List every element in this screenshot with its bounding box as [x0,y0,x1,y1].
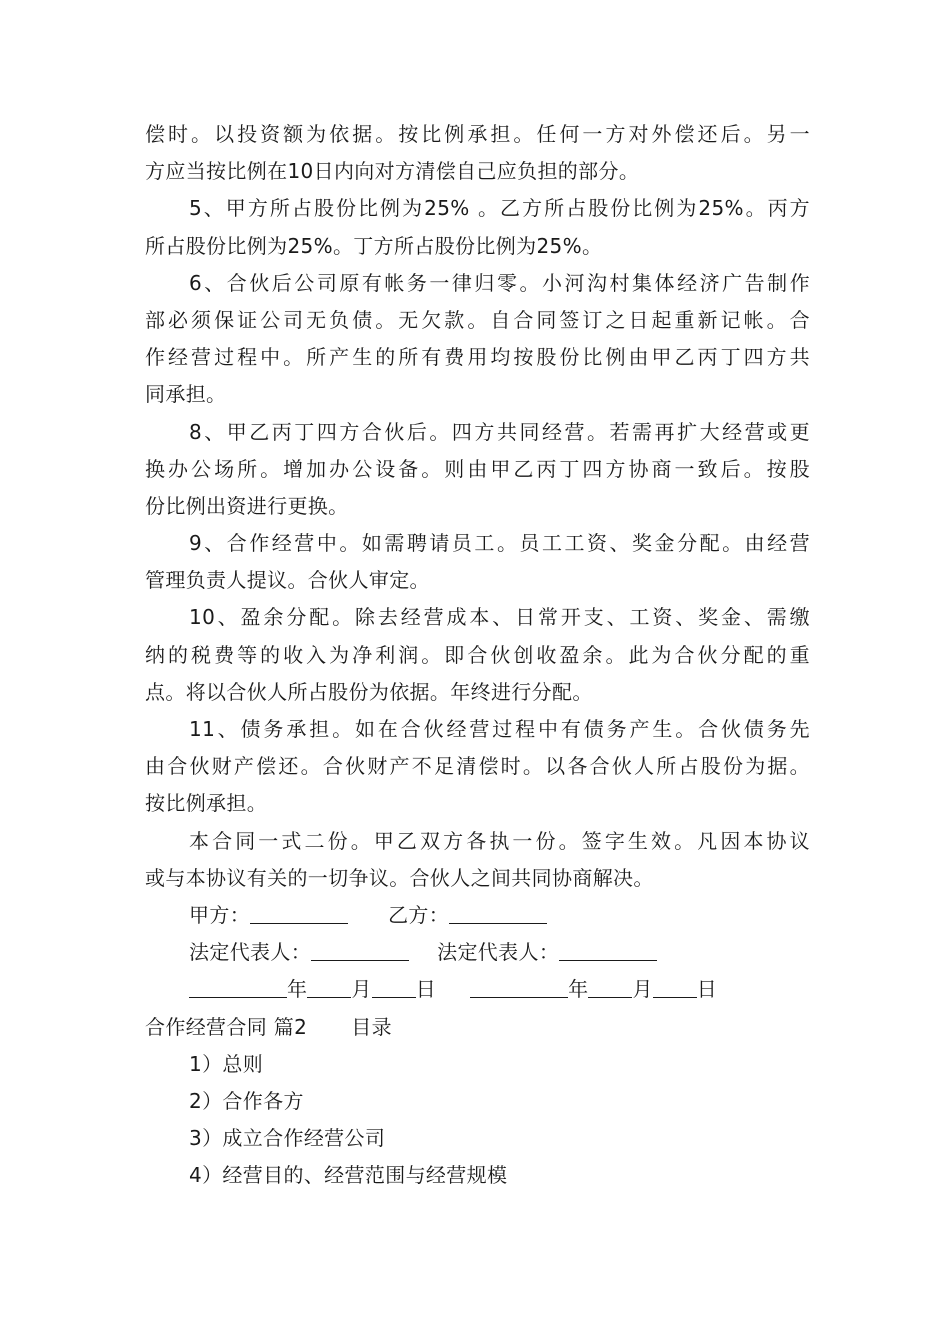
text-line: 换办公场所。增加办公设备。则由甲乙丙丁四方协商一致后。按股 [145,456,810,481]
month-label: 月 [632,977,653,1002]
text-line: 同承担。 [145,382,227,407]
year-label: 年 [287,977,308,1002]
text-line: 8、甲乙丙丁四方合伙后。四方共同经营。若需再扩大经营或更 [189,419,810,444]
paragraph-clause-8 [145,414,810,526]
party-a-label: 甲方： [189,902,251,927]
day-label: 日 [415,977,437,1002]
text-line: 由合伙财产偿还。合伙财产不足清偿时。以各合伙人所占股份为据。 [145,754,810,779]
date-b-month-blank [588,975,632,998]
text-line: 管理负责人提议。合伙人审定。 [145,568,430,593]
date-b-day-blank [653,975,697,998]
paragraph-intro [145,116,810,190]
signature-parties-line [145,897,810,934]
toc-item: 1）总则 [189,1051,264,1076]
date-a-year-blank [189,975,287,998]
signature-reps-line [145,934,810,971]
text-line: 6、合伙后公司原有帐务一律归零。小河沟村集体经济广告制作 [189,270,810,295]
text-line: 所占股份比例为25%。丁方所占股份比例为25%。 [145,233,603,258]
date-b-year-blank [470,975,568,998]
text-line: 按比例承担。 [145,791,268,816]
section-2 [145,1009,810,1195]
signature-block [145,897,810,1009]
date-a-day-blank [372,975,416,998]
toc-item: 4）经营目的、经营范围与经营规模 [189,1163,508,1188]
paragraph-clause-11 [145,711,810,823]
text-line: 或与本协议有关的一切争议。合伙人之间共同协商解决。 [145,865,654,890]
text-line: 11、债务承担。如在合伙经营过程中有债务产生。合伙债务先 [189,717,810,741]
text-line: 纳的税费等的收入为净利润。即合伙创收盈余。此为合伙分配的重 [145,642,810,667]
text-line: 10、盈余分配。除去经营成本、日常开支、工资、奖金、需缴 [189,605,810,630]
paragraph-clause-10 [145,599,810,711]
toc-item: 3）成立合作经营公司 [189,1126,386,1151]
text-line: 点。将以合伙人所占股份为依据。年终进行分配。 [145,679,593,704]
day-label: 日 [696,977,718,1002]
party-a-signature-blank [250,901,348,924]
rep-b-label: 法定代表人： [437,940,560,965]
paragraph-clause-6 [145,265,810,414]
text-line: 5、甲方所占股份比例为25% 。乙方所占股份比例为25%。丙方 [189,196,810,221]
paragraph-clause-9 [145,525,810,599]
rep-b-signature-blank [559,938,657,961]
text-line: 份比例出资进行更换。 [145,493,349,518]
date-a-month-blank [307,975,351,998]
text-line: 9、合作经营中。如需聘请员工。员工工资、奖金分配。由经营 [189,531,810,556]
text-line: 偿时。以投资额为依据。按比例承担。任何一方对外偿还后。另一 [145,122,810,146]
party-b-signature-blank [449,901,547,924]
text-line: 本合同一式二份。甲乙双方各执一份。签字生效。凡因本协议 [189,828,810,853]
rep-a-label: 法定代表人： [189,940,312,965]
month-label: 月 [351,977,372,1002]
signature-dates-line [145,971,810,1008]
paragraph-copies [145,823,810,897]
year-label: 年 [568,977,589,1002]
party-b-label: 乙方： [388,902,450,927]
toc-label: 目录 [351,1014,392,1039]
text-line: 作经营过程中。所产生的所有费用均按股份比例由甲乙丙丁四方共 [145,345,810,370]
rep-a-signature-blank [311,938,409,961]
text-line: 方应当按比例在10日内向对方清偿自己应负担的部分。 [145,159,640,184]
text-line: 部必须保证公司无负债。无欠款。自合同签订之日起重新记帐。合 [145,307,810,332]
section-heading-line [145,1009,810,1046]
toc-item: 2）合作各方 [189,1088,304,1113]
section-heading: 合作经营合同 篇2 [145,1014,308,1039]
paragraph-clause-5 [145,190,810,264]
document-body [145,116,810,1194]
